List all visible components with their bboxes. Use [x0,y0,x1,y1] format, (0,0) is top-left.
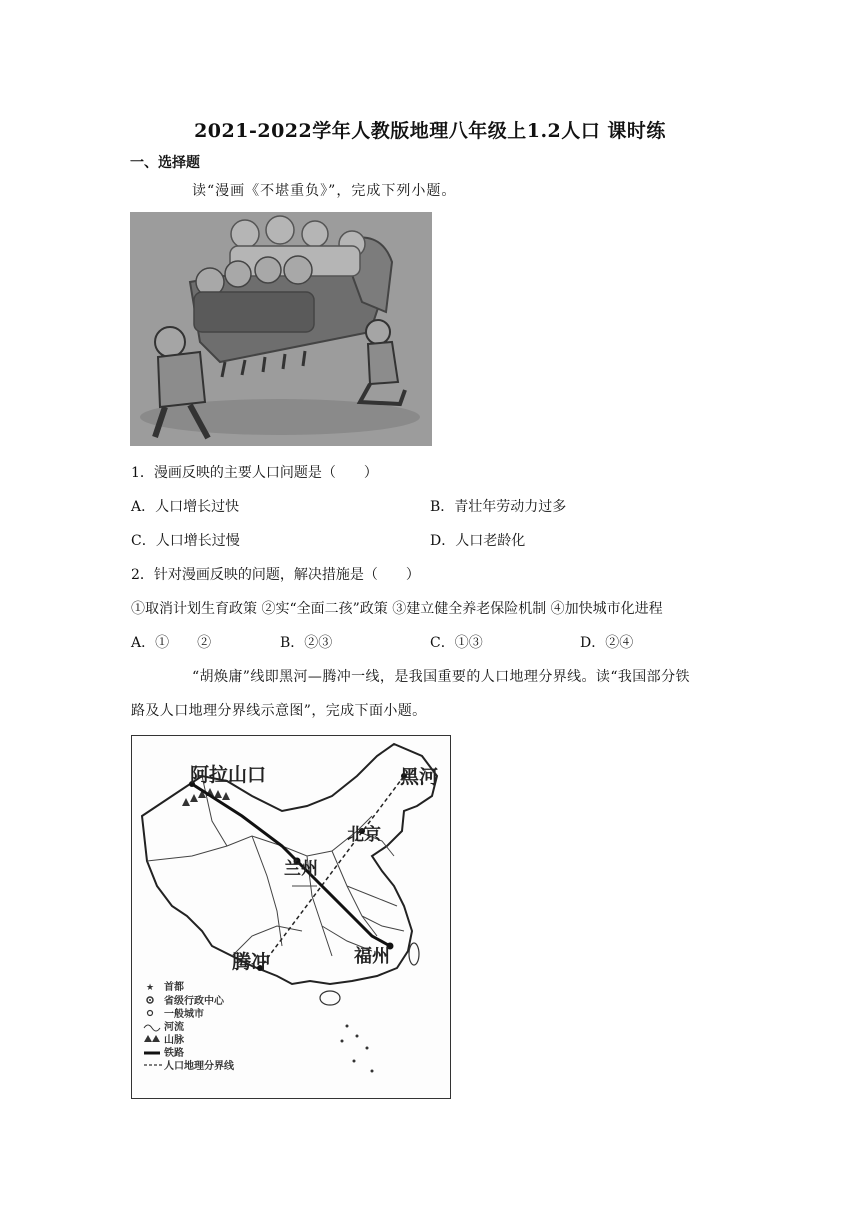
cartoon-image [130,212,432,446]
q2-option-d[interactable]: D．②④ [580,635,634,651]
label-beijing: 北京 [347,825,381,845]
map-intro-line1: “胡焕庸”线即黑河—腾冲一线，是我国重要的人口地理分界线。读“我国部分铁 [192,669,690,685]
q1-option-c[interactable]: C．人口增长过慢 [131,533,240,549]
section-heading: 一、选择题 [130,155,200,171]
page-title: 2021-2022学年人教版地理八年级上1.2人口 课时练 [194,120,666,142]
q1-option-d[interactable]: D．人口老龄化 [430,533,526,549]
label-tengchong: 腾冲 [232,951,271,973]
legend-provincial-center: 省级行政中心 [164,996,224,1007]
legend-population-line: 人口地理分界线 [164,1061,234,1072]
map-intro-line2: 路及人口地理分界线示意图”，完成下面小题。 [131,703,427,719]
svg-text:★: ★ [146,983,155,993]
map-legend [144,980,235,1072]
legend-mountain: 山脉 [164,1035,184,1046]
q1-option-b[interactable]: B．青壮年劳动力过多 [430,499,567,515]
china-railway-map [131,735,451,1099]
q2-option-c[interactable]: C．①③ [430,635,483,651]
label-heihe: 黑河 [400,766,439,788]
label-fuzhou: 福州 [354,946,390,967]
q2-stem: 2．针对漫画反映的问题，解决措施是（ ） [131,567,420,583]
legend-river: 河流 [164,1022,184,1033]
cartoon-intro: 读“漫画《不堪重负》”，完成下列小题。 [192,183,457,199]
q1-option-a[interactable]: A．人口增长过快 [131,499,240,515]
q2-option-b[interactable]: B．②③ [280,635,333,651]
legend-capital: 首都 [164,982,184,993]
q1-stem: 1．漫画反映的主要人口问题是（ ） [131,465,378,481]
label-lanzhou: 兰州 [284,859,318,879]
q2-option-a[interactable]: A．① ② [131,635,212,651]
legend-city: 一般城市 [164,1009,204,1020]
legend-railway: 铁路 [164,1048,184,1059]
q2-choices: ①取消计划生育政策 ②实“全面二孩”政策 ③建立健全养老保险机制 ④加快城市化进程 [131,601,663,617]
label-alashankou: 阿拉山口 [190,764,267,786]
